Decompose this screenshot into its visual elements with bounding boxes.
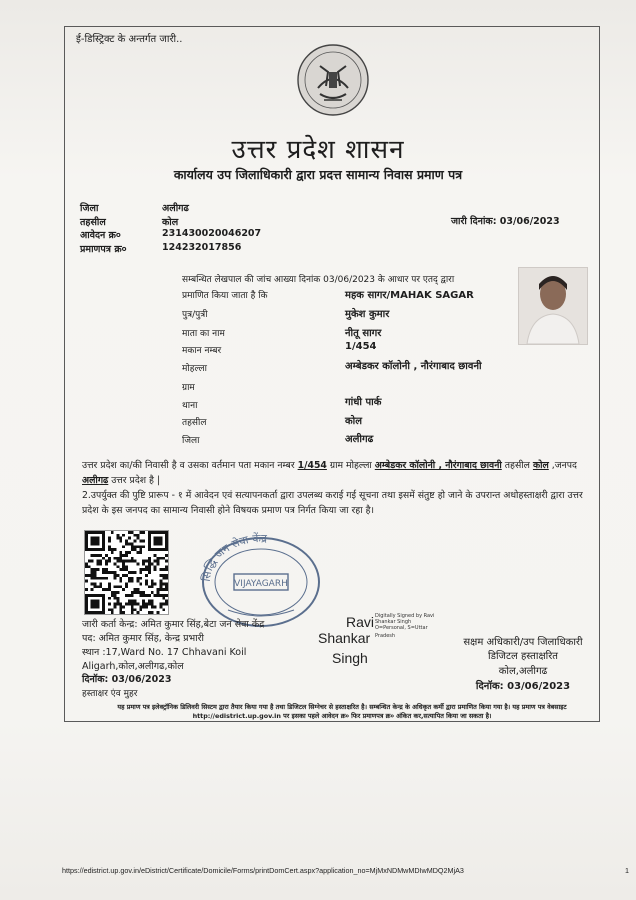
footer-note: यह प्रमाण पत्र इलेक्ट्रॉनिक डिलिवरी सिस्टम द्वारा तैयार किया गया है तथा डिजिटल सिग्नेचर से हस्ताक्षरित है। सम्बन्धित केन्द्र के अधिकृत कर्मी द्वारा प्रमाणित किया गया है। यह प्रमाण पत्र वेबसाइट http://edistrict.up.gov.in पर इसका पहले आवेदन क्र० फिर प्रमाणपत्र क्र० अंकित कर,सत्यापित किया जा सकता है। [117, 703, 567, 720]
signature-detail: Digitally Signed by Ravi [375, 613, 435, 619]
tehsil-value: कोल [162, 217, 179, 228]
field-value: कोल [345, 416, 363, 427]
field-label: पुत्र/पुत्री [182, 310, 208, 320]
field-label: ग्राम [182, 383, 195, 393]
issue-date: जारी दिनांक: 03/06/2023 [451, 216, 560, 227]
statement-text: उत्तर प्रदेश है | [108, 475, 161, 486]
tehsil-label: तहसील [80, 217, 106, 228]
field-value: मुकेश कुमार [345, 309, 390, 320]
government-title: उत्तर प्रदेश शासन [231, 135, 405, 165]
center-date: दिनॉक: 03/06/2023 [82, 674, 172, 685]
district-value: अलीगढ [162, 203, 189, 214]
statement-text: ग्राम मोहल्ला [326, 460, 375, 471]
signature-line-2: Shankar [318, 630, 371, 646]
statement-text: तहसील [501, 460, 533, 471]
signature-detail: Pradesh [375, 633, 396, 639]
issuing-center: जारी कर्ता केन्द्र: अमित कुमार सिंह,बेटा जन सेवा केंद्र [82, 619, 265, 630]
certificate-label: प्रमाणपत्र क्र० [80, 244, 127, 255]
sign-and-seal: हस्ताक्षर एंव मुहर [82, 689, 138, 699]
seal-stamp-icon [198, 530, 324, 630]
field-value: महक सागर/MAHAK SAGAR [345, 290, 474, 301]
statement-tehsil: कोल [532, 460, 549, 471]
qr-code [84, 530, 169, 615]
center-location: स्थान :17,Ward No. 17 Chhavani Koil [82, 647, 247, 658]
officer-date: दिनॉक: 03/06/2023 [475, 681, 571, 692]
district-note: ई-डिस्ट्रिक्ट के अन्तर्गत जारी.. [76, 34, 183, 45]
field-value: गांधी पार्क [345, 397, 382, 408]
statement-locality: अम्बेडकर कॉलोनी , नौरंगाबाद छावनी [374, 460, 502, 471]
application-label: आवेदन क्र० [80, 230, 121, 241]
seal-arc-text: सिद्धि जन सेवा केंद्र [199, 531, 268, 583]
certificate-number: 124232017856 [162, 242, 242, 253]
signature-detail: O=Personal, S=Uttar [375, 625, 428, 631]
field-label: माता का नाम [182, 329, 225, 339]
statement-house: 1/454 [297, 460, 327, 471]
field-value: अम्बेडकर कॉलोनी , नौरंगाबाद छावनी [345, 361, 482, 372]
district-label: जिला [80, 203, 99, 214]
field-label: थाना [182, 401, 198, 411]
field-value: अलीगढ [345, 434, 374, 445]
officer-place: कोल,अलीगढ [498, 666, 548, 677]
seal-center-text: VIJAYAGARH [234, 579, 288, 589]
signature-detail: Shankar Singh [375, 619, 412, 625]
center-location-2: Aligarh,कोल,अलीगढ,कोल [82, 661, 184, 672]
field-label: प्रमाणित किया जाता है कि [182, 291, 268, 301]
field-value: 1/454 [345, 341, 377, 352]
statement-district: अलीगढ [82, 475, 109, 486]
application-number: 231430020046207 [162, 228, 262, 239]
statement-text: ,जनपद [548, 460, 577, 471]
verification-intro: सम्बन्धित लेखपाल की जांच आख्या दिनांक 03/06/2023 के आधार पर एतद् द्वारा [182, 275, 455, 285]
page-url: https://edistrict.up.gov.in/eDistrict/Certificate/Domicile/Forms/printDomCert.aspx?application_no=MjMxNDMwMDIwMDQ2MjA3 [62, 866, 464, 875]
field-label: तहसील [182, 418, 207, 428]
officer-title: सक्षम अधिकारी/उप जिलाधिकारी [463, 637, 583, 648]
signature-line-1: Ravi [346, 614, 375, 630]
signature-line-3: Singh [332, 650, 368, 666]
page-number: 1 [625, 866, 629, 875]
field-value: नीतू सागर [345, 328, 382, 339]
field-label: मकान नम्बर [182, 346, 222, 356]
confirmation-statement: 2.उपर्युक्त की पुष्टि प्रारूप - १ में आवेदन एवं सत्यापनकर्ता द्वारा उपलब्ध कराई गई सूचना तथा इसमें संतुष्ट हो जाने के उपरान्त अधोहस्ताक्षरी द्वारा उत्तर प्रदेश के इस जनपद का सामान्य निवासी होने विषयक प्रमाण पत्र निर्गत किया जा रहा है। [82, 490, 583, 516]
signature-details [375, 613, 434, 631]
field-label: मोहल्ला [182, 364, 207, 374]
applicant-photo [518, 267, 588, 345]
residence-statement [82, 458, 594, 488]
center-post: पद: अमित कुमार सिंह, केन्द्र प्रभारी [82, 633, 204, 644]
officer-signed: डिजिटल हस्ताक्षरित [488, 651, 558, 662]
field-label: जिला [182, 436, 200, 446]
certificate-title: कार्यालय उप जिलाधिकारी द्वारा प्रदत्त सामान्य निवास प्रमाण पत्र [173, 167, 463, 182]
up-emblem-icon [290, 42, 376, 118]
statement-text: उत्तर प्रदेश का/की निवासी है व उसका वर्तमान पता मकान नम्बर [82, 460, 298, 471]
